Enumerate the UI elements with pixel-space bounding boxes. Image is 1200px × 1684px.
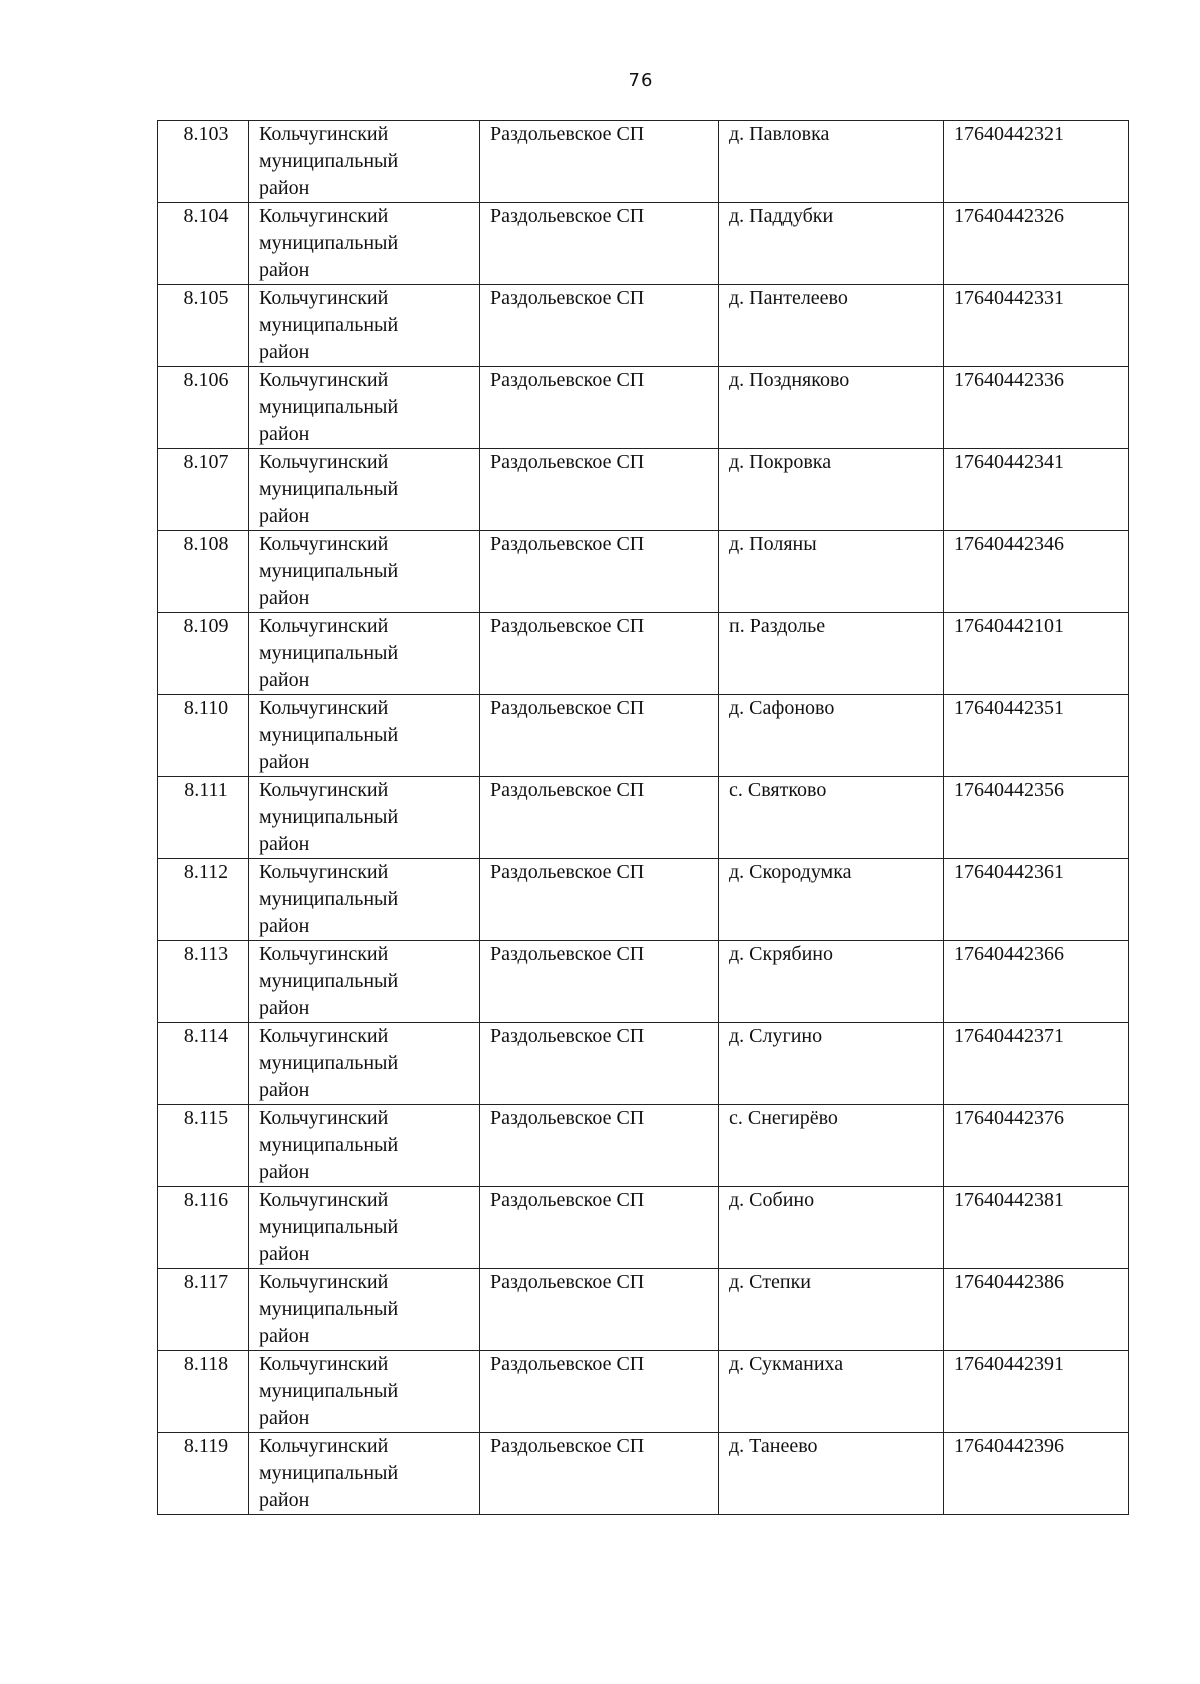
settlement-cell: Раздольевское СП bbox=[480, 613, 719, 695]
settlement-cell: Раздольевское СП bbox=[480, 941, 719, 1023]
district-line: Кольчугинский bbox=[259, 697, 389, 719]
locality-cell: д. Сукманиха bbox=[719, 1351, 944, 1433]
row-number: 8.104 bbox=[158, 203, 249, 285]
district-cell bbox=[249, 859, 480, 941]
district-cell bbox=[249, 941, 480, 1023]
row-number: 8.113 bbox=[158, 941, 249, 1023]
district-cell bbox=[249, 1433, 480, 1515]
district-line: район bbox=[259, 423, 310, 445]
oktmo-code-cell: 17640442351 bbox=[944, 695, 1129, 777]
table-row bbox=[158, 1105, 1129, 1187]
locality-cell: д. Покровка bbox=[719, 449, 944, 531]
district-line: район bbox=[259, 259, 310, 281]
table-row bbox=[158, 285, 1129, 367]
locality-cell: д. Степки bbox=[719, 1269, 944, 1351]
oktmo-code-cell: 17640442396 bbox=[944, 1433, 1129, 1515]
row-number: 8.111 bbox=[158, 777, 249, 859]
table-row bbox=[158, 203, 1129, 285]
settlement-cell: Раздольевское СП bbox=[480, 449, 719, 531]
district-line: район bbox=[259, 587, 310, 609]
locality-cell: д. Сафоново bbox=[719, 695, 944, 777]
district-line: муниципальный bbox=[259, 724, 399, 746]
settlements-table bbox=[157, 120, 1129, 1515]
row-number: 8.116 bbox=[158, 1187, 249, 1269]
table-row bbox=[158, 613, 1129, 695]
district-line: район bbox=[259, 1161, 310, 1183]
district-line: район bbox=[259, 177, 310, 199]
district-line: муниципальный bbox=[259, 478, 399, 500]
table-row bbox=[158, 121, 1129, 203]
district-line: муниципальный bbox=[259, 560, 399, 582]
table-row bbox=[158, 1351, 1129, 1433]
row-number: 8.103 bbox=[158, 121, 249, 203]
district-line: район bbox=[259, 341, 310, 363]
district-line: Кольчугинский bbox=[259, 861, 389, 883]
district-line: муниципальный bbox=[259, 806, 399, 828]
locality-cell: д. Скрябино bbox=[719, 941, 944, 1023]
district-line: Кольчугинский bbox=[259, 1107, 389, 1129]
district-line: муниципальный bbox=[259, 1052, 399, 1074]
district-line: район bbox=[259, 505, 310, 527]
settlement-cell: Раздольевское СП bbox=[480, 1433, 719, 1515]
district-line: Кольчугинский bbox=[259, 1271, 389, 1293]
district-line: Кольчугинский bbox=[259, 1435, 389, 1457]
row-number: 8.106 bbox=[158, 367, 249, 449]
locality-cell: д. Поляны bbox=[719, 531, 944, 613]
district-cell bbox=[249, 1105, 480, 1187]
row-number: 8.112 bbox=[158, 859, 249, 941]
district-cell bbox=[249, 1023, 480, 1105]
district-cell bbox=[249, 121, 480, 203]
district-line: район bbox=[259, 1243, 310, 1265]
district-line: Кольчугинский bbox=[259, 943, 389, 965]
oktmo-code-cell: 17640442391 bbox=[944, 1351, 1129, 1433]
table-row bbox=[158, 941, 1129, 1023]
row-number: 8.110 bbox=[158, 695, 249, 777]
district-line: район bbox=[259, 751, 310, 773]
district-line: Кольчугинский bbox=[259, 287, 389, 309]
district-line: Кольчугинский bbox=[259, 451, 389, 473]
district-line: район bbox=[259, 1407, 310, 1429]
settlement-cell: Раздольевское СП bbox=[480, 1023, 719, 1105]
district-line: Кольчугинский bbox=[259, 533, 389, 555]
oktmo-code-cell: 17640442356 bbox=[944, 777, 1129, 859]
district-line: муниципальный bbox=[259, 1298, 399, 1320]
settlement-cell: Раздольевское СП bbox=[480, 531, 719, 613]
locality-cell: д. Собино bbox=[719, 1187, 944, 1269]
district-cell bbox=[249, 367, 480, 449]
district-line: район bbox=[259, 1325, 310, 1347]
settlement-cell: Раздольевское СП bbox=[480, 121, 719, 203]
district-line: муниципальный bbox=[259, 642, 399, 664]
row-number: 8.109 bbox=[158, 613, 249, 695]
district-line: Кольчугинский bbox=[259, 615, 389, 637]
district-line: Кольчугинский bbox=[259, 369, 389, 391]
district-cell bbox=[249, 285, 480, 367]
district-line: район bbox=[259, 915, 310, 937]
table-body bbox=[158, 121, 1129, 1515]
district-cell bbox=[249, 531, 480, 613]
row-number: 8.105 bbox=[158, 285, 249, 367]
table-row bbox=[158, 449, 1129, 531]
district-line: Кольчугинский bbox=[259, 1189, 389, 1211]
row-number: 8.114 bbox=[158, 1023, 249, 1105]
settlement-cell: Раздольевское СП bbox=[480, 1351, 719, 1433]
page-number: 76 bbox=[628, 70, 654, 91]
table-row bbox=[158, 1433, 1129, 1515]
locality-cell: д. Павловка bbox=[719, 121, 944, 203]
table-row bbox=[158, 367, 1129, 449]
district-line: муниципальный bbox=[259, 232, 399, 254]
district-line: муниципальный bbox=[259, 1462, 399, 1484]
district-line: Кольчугинский bbox=[259, 1353, 389, 1375]
district-line: муниципальный bbox=[259, 1134, 399, 1156]
table-row bbox=[158, 695, 1129, 777]
oktmo-code-cell: 17640442336 bbox=[944, 367, 1129, 449]
district-line: район bbox=[259, 833, 310, 855]
settlement-cell: Раздольевское СП bbox=[480, 1105, 719, 1187]
table-row bbox=[158, 1269, 1129, 1351]
district-line: Кольчугинский bbox=[259, 779, 389, 801]
district-line: муниципальный bbox=[259, 888, 399, 910]
district-line: муниципальный bbox=[259, 1380, 399, 1402]
district-cell bbox=[249, 695, 480, 777]
table-row bbox=[158, 531, 1129, 613]
oktmo-code-cell: 17640442101 bbox=[944, 613, 1129, 695]
locality-cell: д. Слугино bbox=[719, 1023, 944, 1105]
table-row bbox=[158, 1187, 1129, 1269]
locality-cell: д. Поздняково bbox=[719, 367, 944, 449]
district-line: муниципальный bbox=[259, 1216, 399, 1238]
district-line: Кольчугинский bbox=[259, 205, 389, 227]
district-line: район bbox=[259, 1489, 310, 1511]
district-line: муниципальный bbox=[259, 396, 399, 418]
settlement-cell: Раздольевское СП bbox=[480, 367, 719, 449]
row-number: 8.115 bbox=[158, 1105, 249, 1187]
row-number: 8.118 bbox=[158, 1351, 249, 1433]
settlement-cell: Раздольевское СП bbox=[480, 285, 719, 367]
row-number: 8.117 bbox=[158, 1269, 249, 1351]
district-cell bbox=[249, 1351, 480, 1433]
table-row bbox=[158, 859, 1129, 941]
district-line: район bbox=[259, 669, 310, 691]
locality-cell: д. Пантелеево bbox=[719, 285, 944, 367]
oktmo-code-cell: 17640442371 bbox=[944, 1023, 1129, 1105]
oktmo-code-cell: 17640442341 bbox=[944, 449, 1129, 531]
row-number: 8.107 bbox=[158, 449, 249, 531]
table-row bbox=[158, 777, 1129, 859]
district-line: Кольчугинский bbox=[259, 1025, 389, 1047]
oktmo-code-cell: 17640442376 bbox=[944, 1105, 1129, 1187]
locality-cell: д. Скородумка bbox=[719, 859, 944, 941]
settlement-cell: Раздольевское СП bbox=[480, 859, 719, 941]
oktmo-code-cell: 17640442366 bbox=[944, 941, 1129, 1023]
table-row bbox=[158, 1023, 1129, 1105]
locality-cell: д. Паддубки bbox=[719, 203, 944, 285]
locality-cell: д. Танеево bbox=[719, 1433, 944, 1515]
row-number: 8.108 bbox=[158, 531, 249, 613]
oktmo-code-cell: 17640442361 bbox=[944, 859, 1129, 941]
oktmo-code-cell: 17640442346 bbox=[944, 531, 1129, 613]
district-cell bbox=[249, 1187, 480, 1269]
district-cell bbox=[249, 449, 480, 531]
locality-cell: с. Снегирёво bbox=[719, 1105, 944, 1187]
oktmo-code-cell: 17640442386 bbox=[944, 1269, 1129, 1351]
district-line: муниципальный bbox=[259, 150, 399, 172]
settlement-cell: Раздольевское СП bbox=[480, 695, 719, 777]
settlement-cell: Раздольевское СП bbox=[480, 1269, 719, 1351]
district-cell bbox=[249, 1269, 480, 1351]
oktmo-code-cell: 17640442321 bbox=[944, 121, 1129, 203]
locality-cell: с. Святково bbox=[719, 777, 944, 859]
locality-cell: п. Раздолье bbox=[719, 613, 944, 695]
district-cell bbox=[249, 203, 480, 285]
district-line: муниципальный bbox=[259, 970, 399, 992]
district-line: район bbox=[259, 1079, 310, 1101]
settlement-cell: Раздольевское СП bbox=[480, 203, 719, 285]
district-line: муниципальный bbox=[259, 314, 399, 336]
row-number: 8.119 bbox=[158, 1433, 249, 1515]
settlement-cell: Раздольевское СП bbox=[480, 1187, 719, 1269]
oktmo-code-cell: 17640442381 bbox=[944, 1187, 1129, 1269]
district-line: район bbox=[259, 997, 310, 1019]
oktmo-code-cell: 17640442326 bbox=[944, 203, 1129, 285]
settlement-cell: Раздольевское СП bbox=[480, 777, 719, 859]
district-cell bbox=[249, 613, 480, 695]
district-cell bbox=[249, 777, 480, 859]
oktmo-code-cell: 17640442331 bbox=[944, 285, 1129, 367]
district-line: Кольчугинский bbox=[259, 123, 389, 145]
